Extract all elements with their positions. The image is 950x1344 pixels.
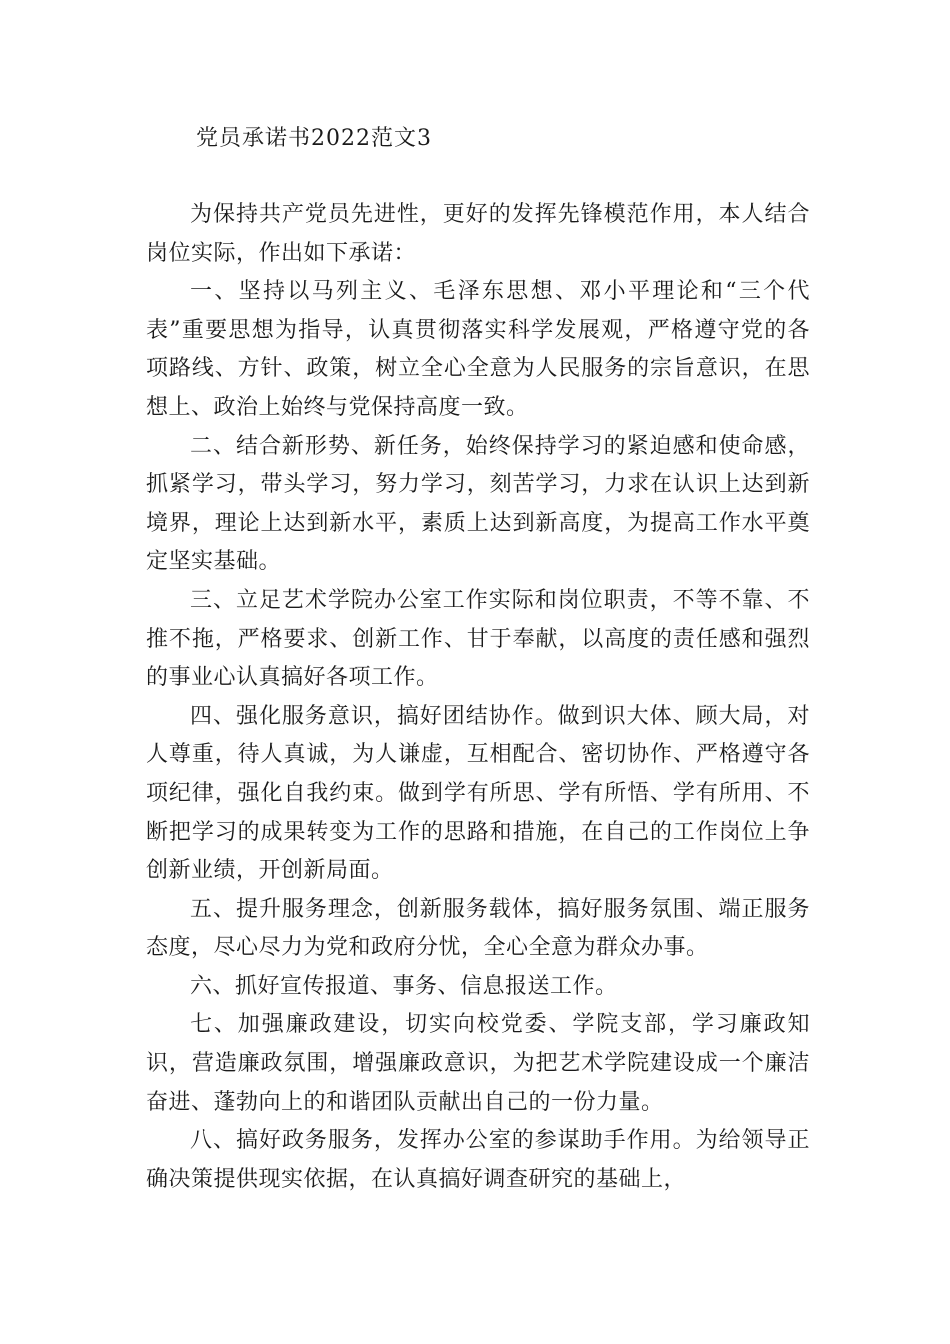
paragraph-item-2: 二、结合新形势、新任务，始终保持学习的紧迫感和使命感，抓紧学习，带头学习，努力学习，刻苦学习，力求在认识上达到新境界，理论上达到新水平，素质上达到新高度，为提高工作水平奠定坚实基础。 <box>146 433 810 575</box>
paragraph-item-8: 八、搞好政务服务，发挥办公室的参谋助手作用。为给领导正确决策提供现实依据，在认真搞好调查研究的基础上， <box>146 1128 810 1192</box>
paragraph-item-1: 一、坚持以马列主义、毛泽东思想、邓小平理论和“三个代表”重要思想为指导，认真贯彻落实科学发展观，严格遵守党的各项路线、方针、政策，树立全心全意为人民服务的宗旨意识，在思想上、政治上始终与党保持高度一致。 <box>146 279 810 420</box>
document-title: 党员承诺书2022范文3 <box>196 126 432 151</box>
paragraph-intro: 为保持共产党员先进性，更好的发挥先锋模范作用，本人结合岗位实际，作出如下承诺： <box>146 202 810 266</box>
document-body <box>146 196 810 1199</box>
paragraph-item-4: 四、强化服务意识，搞好团结协作。做到识大体、顾大局，对人尊重，待人真诚，为人谦虚，互相配合、密切协作、严格遵守各项纪律，强化自我约束。做到学有所思、学有所悟、学有所用、不断把学习的成果转变为工作的思路和措施，在自己的工作岗位上争创新业绩，开创新局面。 <box>146 703 810 884</box>
paragraph-item-7: 七、加强廉政建设，切实向校党委、学院支部，学习廉政知识，营造廉政氛围，增强廉政意识，为把艺术学院建设成一个廉洁奋进、蓬勃向上的和谐团队贡献出自己的一份力量。 <box>146 1012 810 1115</box>
paragraph-item-6: 六、抓好宣传报道、事务、信息报送工作。 <box>190 973 618 999</box>
paragraph-item-5: 五、提升服务理念，创新服务载体，搞好服务氛围、端正服务态度，尽心尽力为党和政府分忧，全心全意为群众办事。 <box>146 896 810 961</box>
paragraph-item-3: 三、立足艺术学院办公室工作实际和岗位职责，不等不靠、不推不拖，严格要求、创新工作、甘于奉献，以高度的责任感和强烈的事业心认真搞好各项工作。 <box>146 587 810 691</box>
